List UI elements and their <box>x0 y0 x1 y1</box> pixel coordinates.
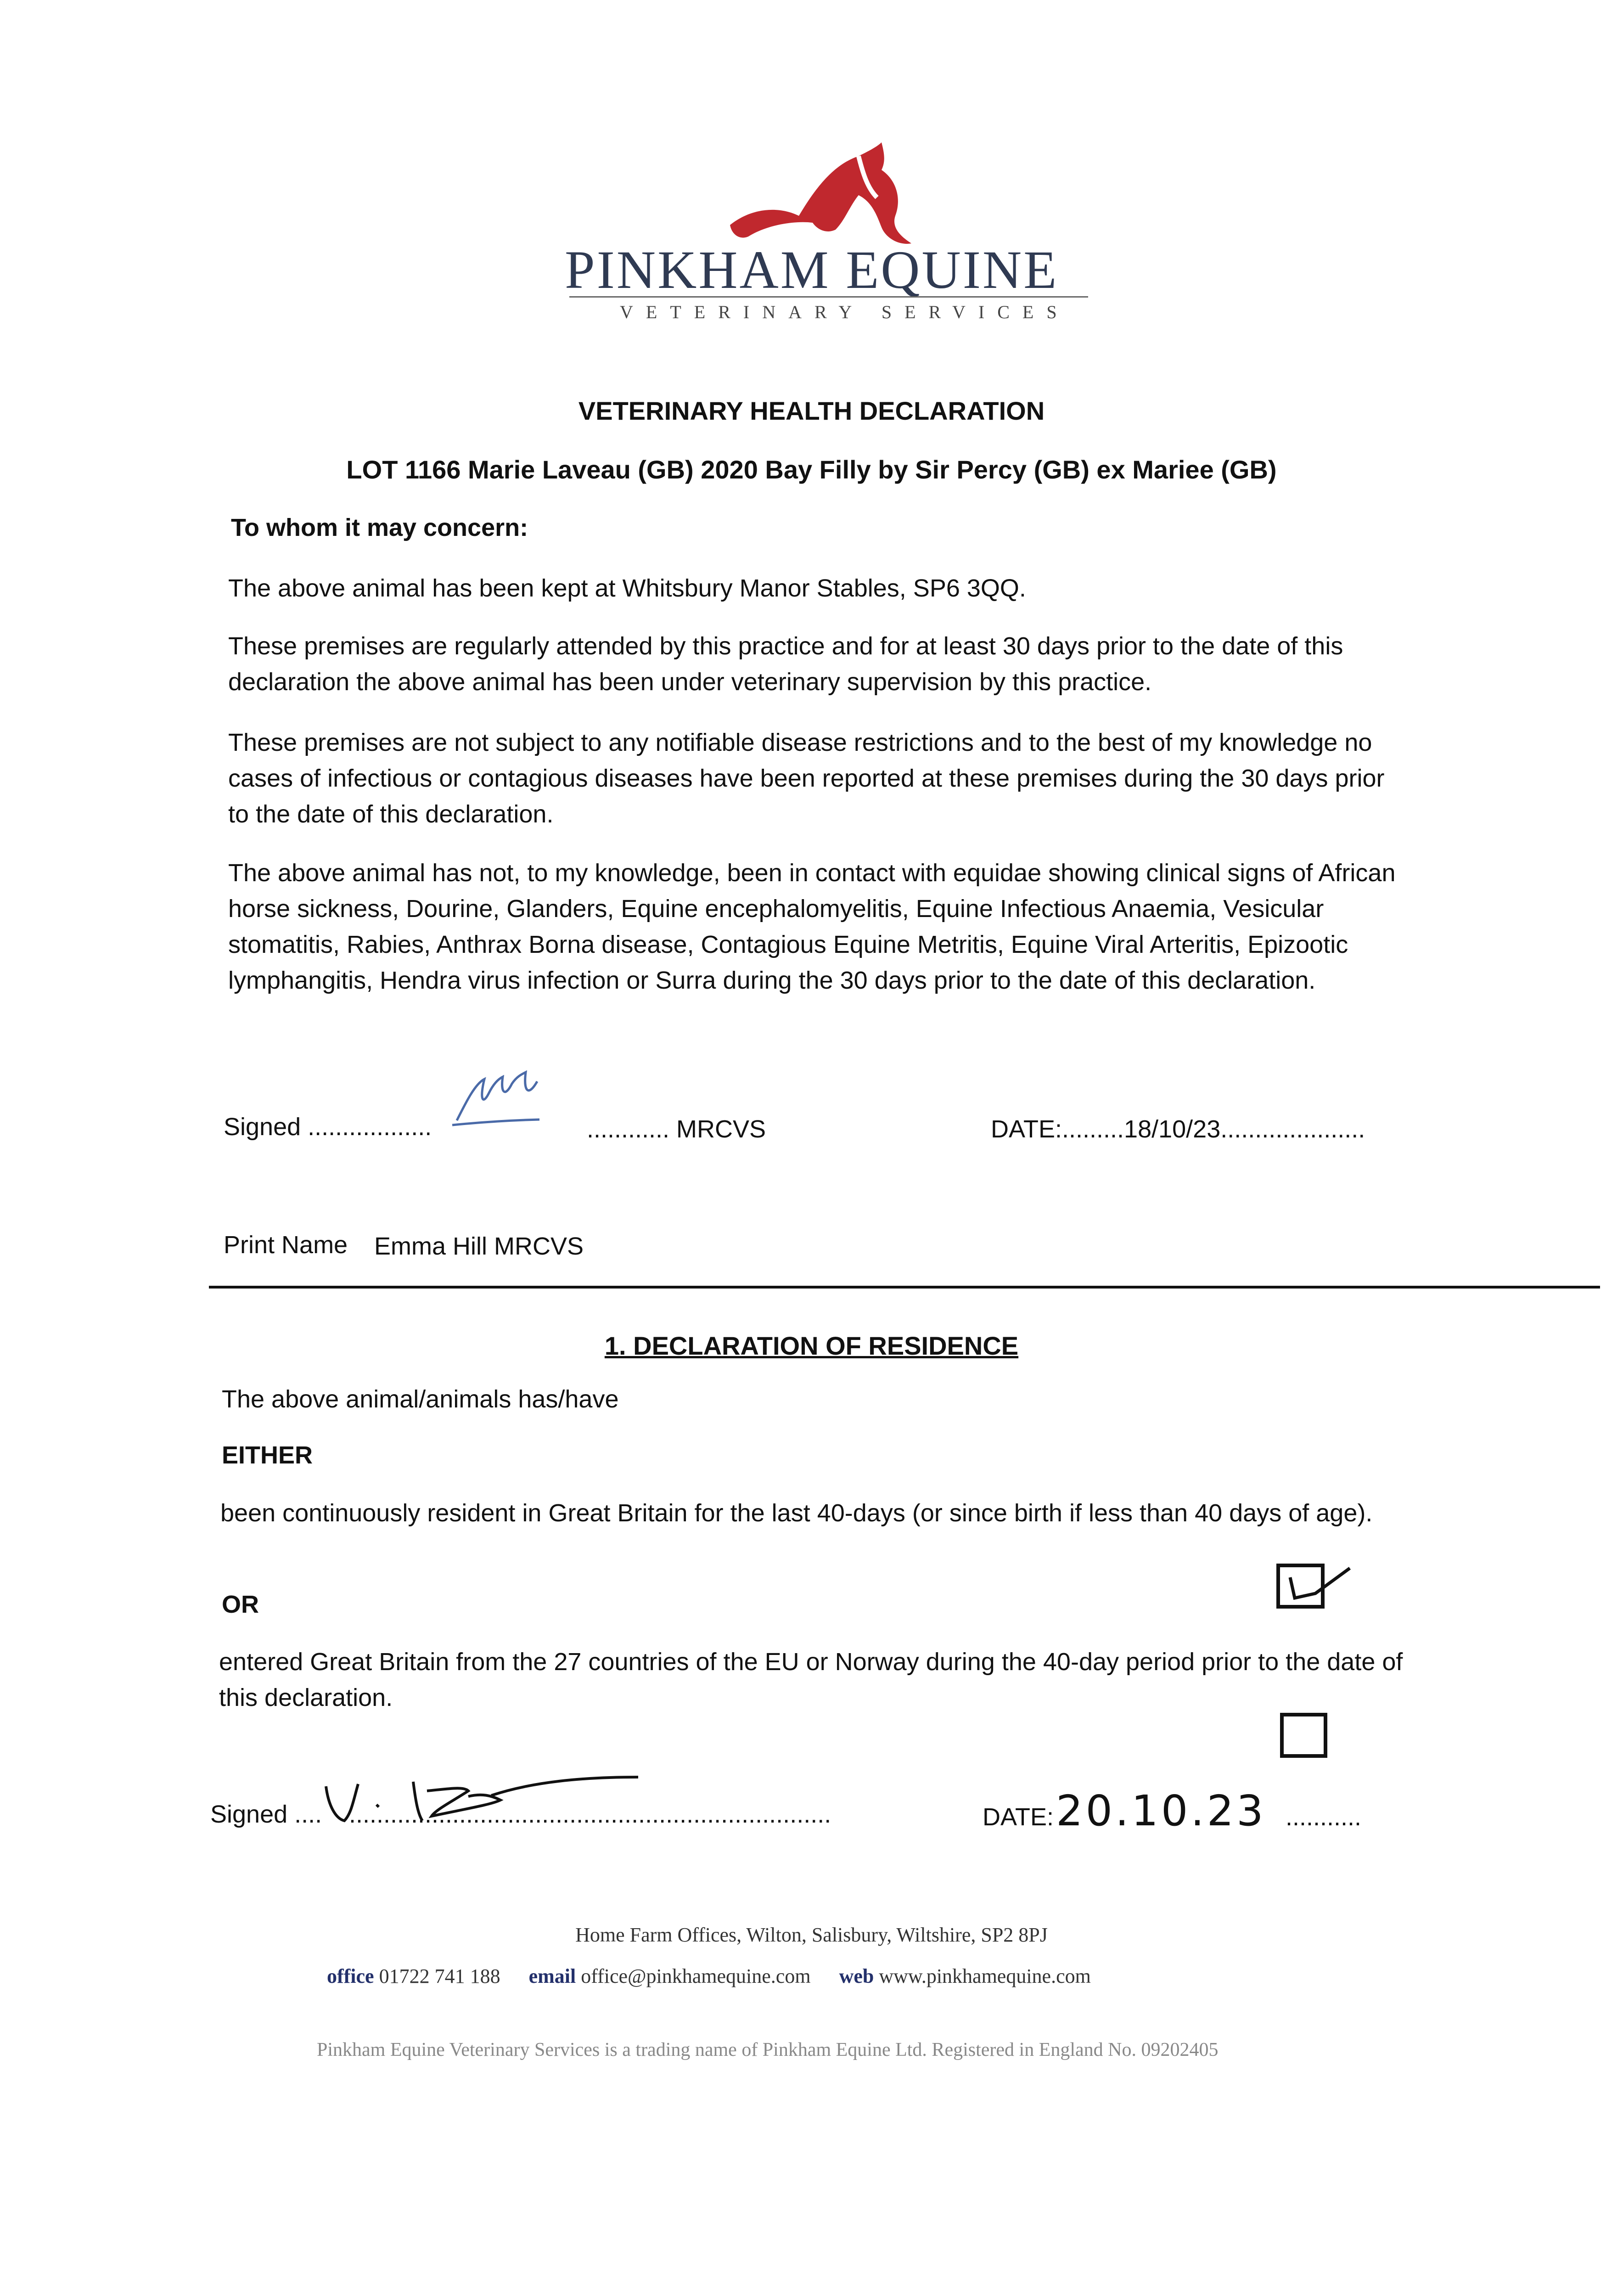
paragraph-diseases: The above animal has not, to my knowledge, been in contact with equidae showing clinical signs of African horse sickness, Dourine, Glanders, Equine encephalomyelitis, Equine Infectious Anaemia, Vesicular stomatitis, Rabies, Anthrax Borna disease, Contagious Equine Metritis, Equine Viral Arteritis, Epizootic lymphangitis, Hendra virus infection or Surra during the 30 days prior to the date of this declaration. <box>228 859 1396 994</box>
paragraph-restrictions: These premises are not subject to any notifiable disease restrictions and to the best of my knowledge no cases of infectious or contagious diseases have been reported at these premises during the 30 days prior to the date of this declaration. <box>228 729 1385 828</box>
checkbox-entered[interactable] <box>1280 1713 1327 1758</box>
footer-legal: Pinkham Equine Veterinary Services is a trading name of Pinkham Equine Ltd. Registered in England No. 09202405 <box>317 2039 1219 2060</box>
either-label: EITHER <box>222 1441 313 1469</box>
owner-signature <box>317 1763 647 1832</box>
owner-signed-dots: ...................................................................... <box>349 1801 831 1828</box>
print-name-label: Print Name <box>224 1231 348 1259</box>
web-link[interactable]: www.pinkhamequine.com <box>879 1965 1091 1987</box>
office-label: office <box>327 1965 374 1987</box>
signed-label: Signed .................. <box>224 1113 432 1141</box>
office-phone: 01722 741 188 <box>379 1965 500 1987</box>
section-divider <box>209 1286 1600 1289</box>
brand-name: PINKHAM EQUINE <box>565 240 1059 300</box>
paragraph-supervision: These premises are regularly attended by this practice and for at least 30 days prior to the date of this declaration the above animal has been under veterinary supervision by this practice. <box>228 632 1343 696</box>
email-link[interactable]: office@pinkhamequine.com <box>581 1965 811 1987</box>
brand-divider <box>569 296 1088 298</box>
lot-line: LOT 1166 Marie Laveau (GB) 2020 Bay Filly by Sir Percy (GB) ex Mariee (GB) <box>346 455 1277 484</box>
owner-date-handwritten: 20.10.23 <box>1056 1786 1266 1835</box>
web-label: web <box>839 1965 874 1987</box>
print-name-value: Emma Hill MRCVS <box>374 1232 584 1260</box>
footer-contacts <box>327 1964 1091 1988</box>
brand-tagline: VETERINARY SERVICES <box>620 302 1070 322</box>
residence-intro: The above animal/animals has/have <box>222 1385 619 1413</box>
checkmark-icon <box>1281 1559 1364 1609</box>
or-label: OR <box>222 1591 259 1618</box>
owner-date-label: DATE: <box>983 1803 1054 1831</box>
footer-address: Home Farm Offices, Wilton, Salisbury, Wiltshire, SP2 8PJ <box>575 1924 1048 1946</box>
option-resident: been continuously resident in Great Britain for the last 40-days (or since birth if less than 40 days of age). <box>220 1499 1373 1527</box>
email-label: email <box>528 1965 576 1987</box>
paragraph-premises: The above animal has been kept at Whitsbury Manor Stables, SP6 3QQ. <box>228 574 1026 602</box>
option-entered: entered Great Britain from the 27 countries of the EU or Norway during the 40-day period prior to the date of this declaration. <box>219 1648 1403 1711</box>
mrcvs-label: ............ MRCVS <box>587 1115 766 1143</box>
vet-signature <box>448 1065 553 1134</box>
owner-signed-label: Signed .... <box>210 1801 322 1828</box>
salutation: To whom it may concern: <box>231 514 528 541</box>
vet-date: DATE:.........18/10/23..................... <box>991 1115 1365 1143</box>
residence-title: 1. DECLARATION OF RESIDENCE <box>604 1331 1019 1360</box>
owner-date-dots: ........... <box>1286 1803 1362 1831</box>
document-title: VETERINARY HEALTH DECLARATION <box>578 396 1045 425</box>
